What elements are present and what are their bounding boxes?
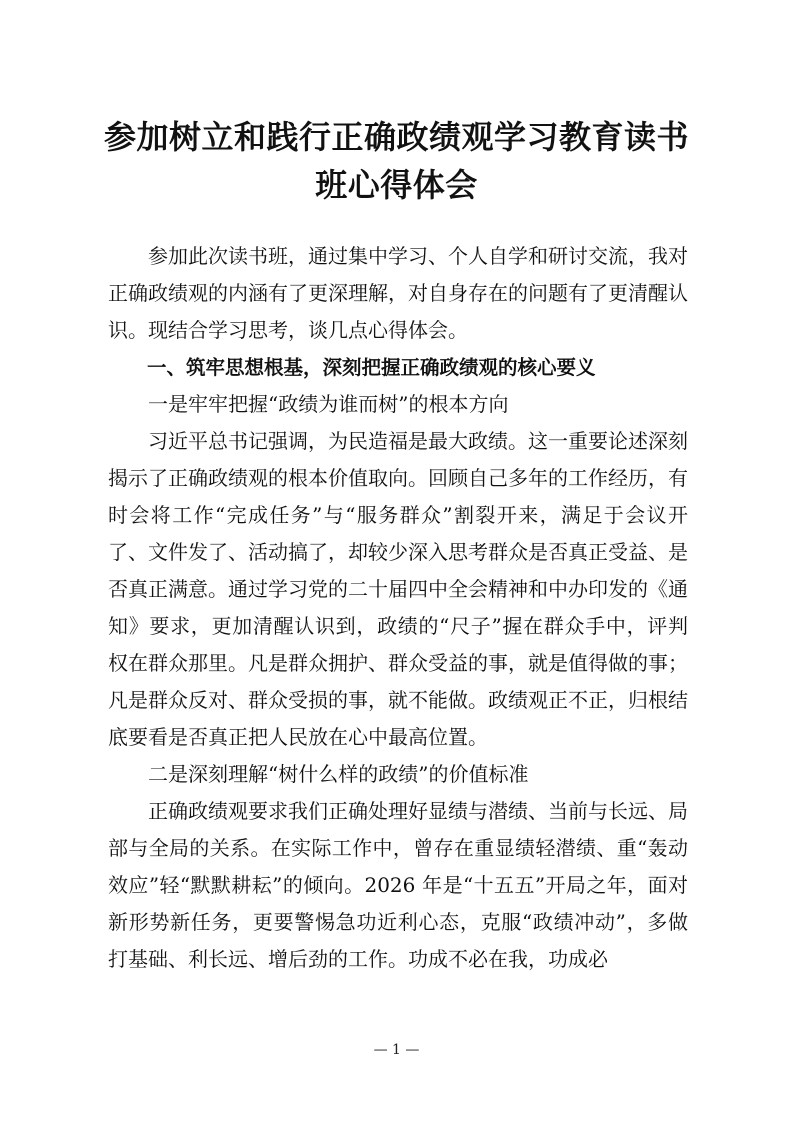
point-2-paragraph: 正确政绩观要求我们正确处理好显绩与潜绩、当前与长远、局部与全局的关系。在实际工作中，曾存在重显绩轻潜绩、重“轰动效应”轻“默默耕耘”的倾向。2026 年是“十五五”开局之年，面对新形势新任务，更要警惕急功近利心态，克服“政绩冲动”，多做打基础、利长远、增后劲的工作。功成不必在我，功成必 [108,799,688,971]
page-number: — 1 — [373,1042,420,1058]
point-2-title: 深刻理解“树什么样的政绩”的价值标准 [188,762,529,786]
point-2-heading [108,756,688,793]
point-1-paragraph: 习近平总书记强调，为民造福是最大政绩。这一重要论述深刻揭示了正确政绩观的根本价值取向。回顾自己多年的工作经历，有时会将工作“完成任务”与“服务群众”割裂开来，满足于会议开了、文件发了、活动搞了，却较少深入思考群众是否真正受益、是否真正满意。通过学习党的二十届四中全会精神和中办印发的《通知》要求，更加清醒认识到，政绩的“尺子”握在群众手中，评判权在群众那里。凡是群众拥护、群众受益的事，就是值得做的事；凡是群众反对、群众受损的事，就不能做。政绩观正不正，归根结底要看是否真正把人民放在心中最高位置。 [108,429,688,749]
point-2-lead: 二是 [148,762,188,786]
document-body [108,238,688,978]
document-title [98,113,695,209]
point-1-heading [108,386,688,423]
section-heading-1: 一、筑牢思想根基，深刻把握正确政绩观的核心要义 [147,356,596,379]
point-1-title: 牢牢把握“政绩为谁而树”的根本方向 [188,392,509,416]
title-line-2: 班心得体会 [315,166,478,204]
point-1-lead: 一是 [148,392,188,416]
title-line-1: 参加树立和践行正确政绩观学习教育读书 [103,118,689,156]
intro-paragraph: 参加此次读书班，通过集中学习、个人自学和研讨交流，我对正确政绩观的内涵有了更深理解，对自身存在的问题有了更清醒认识。现结合学习思考，谈几点心得体会。 [108,244,688,342]
